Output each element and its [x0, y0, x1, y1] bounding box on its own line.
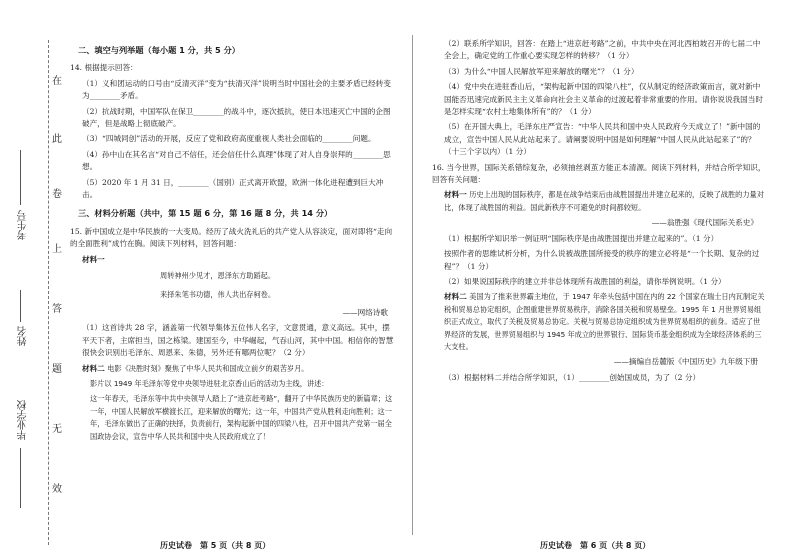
student-id-line — [20, 150, 21, 205]
q15-sub-1: （1）这首诗共 28 字，涵盖第一代领导集体五位伟人名字，文意贯通，意义高远。其中，摆平天下者，主席担当，国之栋梁。建国至今，中华崛起，气吞山河，其中中国。相信你的智慧很快会识别出毛泽东、周恩来、朱德，另外还有哪两位呢？（2 分） — [82, 323, 394, 358]
binding-margin — [0, 0, 62, 560]
material-2-text: 美国为了推来世界霸主地位，于 1947 年牵头包括中国在内的 22 个国家在瑞士日内瓦制定关税和贸易总协定组织，企图重建世界贸易秩序，消除各国关税和贸易壁垒。1995 年 1 月世界贸易组织正式成立，取代了关税及贸易总协定。关税与贸易总协定组织成为世界贸易组织的前身。适应了世界经济的发展，世界贸易组织与 1945 年成立的世界银行、国际货币基金组织成为全球经济体系的三大支柱。 — [444, 292, 765, 351]
q14-item-4: （4）孙中山在其名言“对自己不信任，还会信任什么真理”体现了对人自身崇拜的________思想。 — [82, 149, 391, 172]
poem-line: 周转神州少见才，恩泽东方助蹈起。 — [160, 271, 276, 281]
binding-char: 无 — [50, 420, 64, 435]
q16-stem: 16. 当今世界，国际关系错综复杂，必须抽丝剥茧方能正本清源。阅读下列材料，并结合所学知识，回答有关问题： — [432, 162, 766, 185]
material-1-source: ——翁胜强《现代国际关系史》 — [651, 218, 758, 228]
q14-item-2: （2）抗战时期，中国军队在保卫________的战斗中，逐次抵抗，使日本迅速灭亡中国的企图破产，但是战略上彻底破产。 — [82, 106, 391, 129]
material-2-source: ——摘编自岳麓版《中国历史》九年级下册 — [613, 357, 758, 367]
q14-item-5: （5）2020 年 1 月 31 日，________（国别）正式离开欧盟，欧洲一体化进程遭到巨大冲击。 — [82, 177, 384, 200]
footer-page-5: 历史试卷 第 5 页（共 8 页） — [160, 541, 271, 550]
section-2-title: 二、填空与列举题（每小题 1 分，共 5 分） — [78, 45, 240, 55]
q15-sub-5: （5）在开国大典上，毛泽东庄严宣告：“中华人民共和国中央人民政府今天成立了！”新中国的成立，宣告中国人民从此站起来了。请阐要说明中国是如何理解“中国人民从此站起来了”的？（十三个字以内）（1 分） — [444, 122, 761, 157]
q15-sub-2: （2）联系所学知识，回答：在踏上“进京赶考路”之前，中共中央在河北西柏坡召开的七届二中全会上，确定党的工作重心要实现怎样的转移？（1 分） — [444, 39, 761, 61]
binding-char: 效 — [50, 480, 64, 495]
material-1-label: 材料一 — [444, 190, 467, 200]
name-line — [20, 290, 21, 322]
poem-line: 来择朱笔书功德，伟人共出存柯卷。 — [160, 289, 276, 299]
binding-char: 在 — [50, 72, 64, 87]
material-2-text: 电影《决胜时刻》聚焦了中华人民共和国成立前夕的艰苦岁月。 — [107, 363, 309, 373]
page-divider — [412, 35, 413, 535]
q16-sub-1: （1）根据所学知识举一例证明“国际秩序是由战胜国提出并建立起来的”。（1 分） — [444, 233, 719, 243]
binding-char: 此 — [50, 130, 64, 145]
material-1-text: 历史上出现的国际秩序，都是在战争结束后由战胜国提出并建立起来的，反映了战胜的力量对比，体现了战胜国的利益。国此新秩序不可避免的时间都较短。 — [444, 190, 764, 212]
page-5-column — [70, 38, 396, 446]
q15-sub-3: （3）为什么“中国人民解放军迎来解放的曙光”？（1 分） — [444, 66, 639, 76]
footer-page-6: 历史试卷 第 6 页（共 8 页） — [540, 541, 651, 550]
school-line — [20, 448, 21, 508]
binding-char: 上 — [50, 240, 64, 255]
q15-stem: 15. 新中国成立是中华民族的一大变局。经历了战火洗礼后的共产党人从容淡定，面对即将“走向的全面胜利”成竹在胸。阅读下列材料，回答问题： — [70, 226, 393, 249]
material-2-label: 材料二 — [444, 292, 467, 302]
binding-char: 答 — [50, 300, 64, 315]
binding-dashed-line — [48, 40, 49, 545]
material-2-para: 这一年春天，毛泽东等中共中央领导人踏上了“进京赶考路”，翻开了中华民族历史的新篇章；这一年，中国人民解放军横渡长江，迎来解放的曙光；这一年，中国共产党从胜利走向胜利；这一年，毛泽东做出了正确的抉择，负责前行，架构起新中国的四梁八柱，召开中国共产党第一届全国政协会议，宣告中华人民共和国中央人民政府成立了！ — [90, 394, 393, 441]
q16-sub-1b: 按照作者的思维试析分析，为什么说被战胜国所接受的秩序的建立必将是“一个长期、复杂的过程”？（1 分） — [444, 249, 760, 271]
section-3-title: 三、材料分析题（共中，第 15 题 6 分，第 16 题 8 分，共 14 分） — [78, 208, 333, 219]
q15-sub-4: （4）党中央在进驻香山后，“架构起新中国的四梁八柱”，仅从制定的经济政策而言，就对新中国能否迅速完成新民主主义革命向社会主义革命的过渡起着非常重要的作用。请你说说我国当时是怎样实现“农村土地集体所有”的？（1 分） — [444, 82, 763, 117]
q16-sub-2: （2）如果说国际秩序的建立并非总体现所有战胜国的利益，请你举例说明。（1 分） — [444, 276, 726, 286]
page-6-column — [432, 38, 766, 387]
q14-item-3: （3）“四城同创”活动的开展，反应了党和政府高度重视人类社会面临的________问题。 — [82, 134, 376, 144]
poem-source: ——网络诗歌 — [342, 307, 388, 317]
material-2-para: 影片以 1949 年毛泽东等党中央领导进驻北京香山后的活动为主线，讲述： — [90, 378, 329, 388]
material-2-label: 材料二 — [82, 363, 105, 373]
q14-stem: 14. 根据提示回答： — [70, 63, 138, 73]
q16-sub-3: （3）根据材料二并结合所学知识，（1）________创始国成员，为了（2 分） — [444, 372, 701, 382]
binding-char: 题 — [50, 360, 64, 375]
material-1-label: 材料一 — [82, 254, 105, 264]
school-label: 毕业学校 — [18, 400, 29, 440]
binding-char: 卷 — [50, 185, 64, 200]
q14-item-1: （1）义和团运动的口号由“反清灭洋”变为“扶清灭洋”说明当时中国社会的主要矛盾已经转变为________矛盾。 — [82, 78, 391, 101]
student-id-label: 考生号 — [18, 210, 29, 240]
name-label: 姓名 — [18, 326, 29, 346]
